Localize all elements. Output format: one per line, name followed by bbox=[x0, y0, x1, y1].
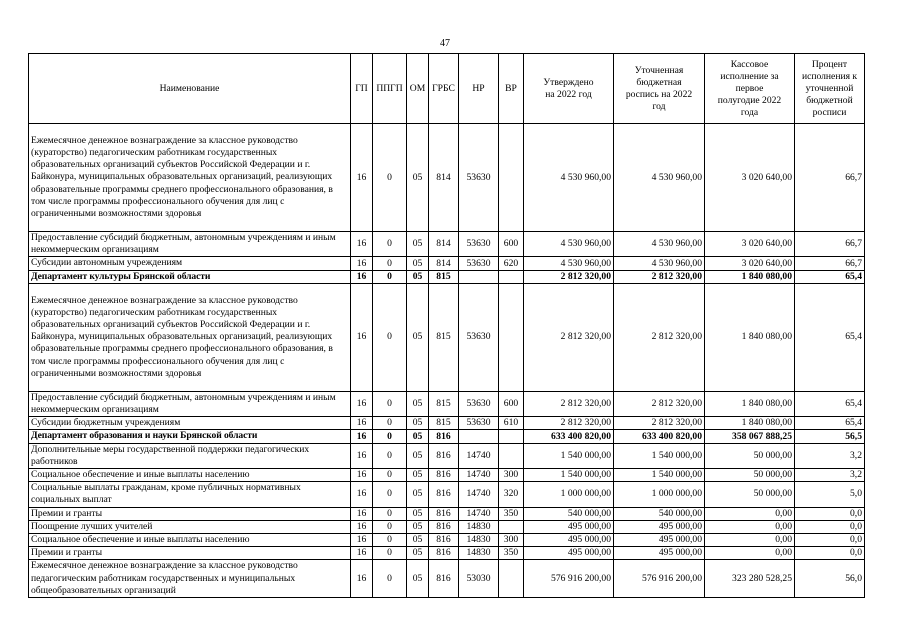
col-header-percent: Процент исполнения к уточненной бюджетной росписи bbox=[795, 54, 865, 124]
row-np: 53630 bbox=[459, 391, 499, 416]
row-vr bbox=[499, 560, 524, 598]
row-name: Дополнительные меры государственной поддержки педагогических работников bbox=[29, 443, 351, 468]
row-ppgp: 0 bbox=[373, 520, 407, 533]
row-ppgp: 0 bbox=[373, 443, 407, 468]
row-grbs: 816 bbox=[429, 469, 459, 482]
row-gp: 16 bbox=[351, 124, 373, 232]
row-approved: 540 000,00 bbox=[524, 507, 614, 520]
row-approved: 495 000,00 bbox=[524, 534, 614, 547]
row-om: 05 bbox=[407, 232, 429, 257]
row-gp: 16 bbox=[351, 443, 373, 468]
row-cash: 3 020 640,00 bbox=[705, 232, 795, 257]
row-cash: 0,00 bbox=[705, 507, 795, 520]
row-om: 05 bbox=[407, 124, 429, 232]
table-row bbox=[29, 560, 865, 598]
table-row bbox=[29, 534, 865, 547]
row-np: 14740 bbox=[459, 507, 499, 520]
row-gp: 16 bbox=[351, 257, 373, 270]
row-ppgp: 0 bbox=[373, 391, 407, 416]
row-cash: 323 280 528,25 bbox=[705, 560, 795, 598]
row-grbs: 814 bbox=[429, 232, 459, 257]
row-approved: 576 916 200,00 bbox=[524, 560, 614, 598]
row-np: 14740 bbox=[459, 443, 499, 468]
row-vr bbox=[499, 283, 524, 391]
row-percent: 66,7 bbox=[795, 124, 865, 232]
row-vr: 300 bbox=[499, 534, 524, 547]
row-percent: 0,0 bbox=[795, 534, 865, 547]
row-np: 14740 bbox=[459, 469, 499, 482]
row-refined: 576 916 200,00 bbox=[614, 560, 705, 598]
row-name: Социальное обеспечение и иные выплаты населению bbox=[29, 469, 351, 482]
row-cash: 50 000,00 bbox=[705, 469, 795, 482]
row-approved: 4 530 960,00 bbox=[524, 124, 614, 232]
row-gp: 16 bbox=[351, 417, 373, 430]
table-row bbox=[29, 124, 865, 232]
row-refined: 4 530 960,00 bbox=[614, 257, 705, 270]
row-vr bbox=[499, 520, 524, 533]
row-percent: 65,4 bbox=[795, 283, 865, 391]
row-np: 53630 bbox=[459, 417, 499, 430]
row-grbs: 816 bbox=[429, 443, 459, 468]
row-ppgp: 0 bbox=[373, 257, 407, 270]
row-refined: 1 540 000,00 bbox=[614, 443, 705, 468]
table-row bbox=[29, 232, 865, 257]
row-percent: 65,4 bbox=[795, 391, 865, 416]
col-header-refined: Уточненная бюджетная роспись на 2022 год bbox=[614, 54, 705, 124]
row-percent: 0,0 bbox=[795, 547, 865, 560]
row-refined: 2 812 320,00 bbox=[614, 417, 705, 430]
row-gp: 16 bbox=[351, 391, 373, 416]
row-vr bbox=[499, 443, 524, 468]
col-header-cash: Кассовое исполнение за первое полугодие 2022 года bbox=[705, 54, 795, 124]
row-grbs: 815 bbox=[429, 283, 459, 391]
row-ppgp: 0 bbox=[373, 482, 407, 507]
table-row bbox=[29, 469, 865, 482]
row-name: Ежемесячное денежное вознаграждение за классное руководство (кураторство) педагогическим работникам государственных образовательных организаций субъектов Российской Федерации и г. Байконура, муниципальных образовательных организаций, реализующих образовательные программы среднего профессионального образования, в том числе программы профессионального обучения для лиц с ограниченными возможностями здоровья bbox=[29, 124, 351, 232]
row-np bbox=[459, 270, 499, 283]
row-cash: 1 840 080,00 bbox=[705, 417, 795, 430]
table-row bbox=[29, 507, 865, 520]
table-row bbox=[29, 482, 865, 507]
row-vr: 620 bbox=[499, 257, 524, 270]
row-np: 53630 bbox=[459, 283, 499, 391]
header-row bbox=[29, 54, 865, 124]
row-grbs: 816 bbox=[429, 430, 459, 443]
row-gp: 16 bbox=[351, 283, 373, 391]
row-np bbox=[459, 430, 499, 443]
row-name: Социальные выплаты гражданам, кроме публичных нормативных социальных выплат bbox=[29, 482, 351, 507]
row-gp: 16 bbox=[351, 270, 373, 283]
row-percent: 0,0 bbox=[795, 507, 865, 520]
row-name: Департамент культуры Брянской области bbox=[29, 270, 351, 283]
row-grbs: 816 bbox=[429, 507, 459, 520]
row-om: 05 bbox=[407, 469, 429, 482]
row-cash: 0,00 bbox=[705, 547, 795, 560]
row-percent: 3,2 bbox=[795, 469, 865, 482]
col-header-name: Наименование bbox=[29, 54, 351, 124]
row-vr: 350 bbox=[499, 507, 524, 520]
row-percent: 65,4 bbox=[795, 270, 865, 283]
row-name: Ежемесячное денежное вознаграждение за классное руководство (кураторство) педагогическим работникам государственных образовательных организаций субъектов Российской Федерации и г. Байконура, муниципальных образовательных организаций, реализующих образовательные программы среднего профессионального образования, в том числе программы профессионального обучения для лиц с ограниченными возможностями здоровья bbox=[29, 283, 351, 391]
row-approved: 4 530 960,00 bbox=[524, 232, 614, 257]
row-approved: 2 812 320,00 bbox=[524, 283, 614, 391]
row-vr: 600 bbox=[499, 391, 524, 416]
row-ppgp: 0 bbox=[373, 232, 407, 257]
table-row bbox=[29, 547, 865, 560]
row-refined: 2 812 320,00 bbox=[614, 283, 705, 391]
row-cash: 3 020 640,00 bbox=[705, 257, 795, 270]
row-vr bbox=[499, 430, 524, 443]
row-percent: 66,7 bbox=[795, 257, 865, 270]
row-approved: 633 400 820,00 bbox=[524, 430, 614, 443]
row-refined: 1 000 000,00 bbox=[614, 482, 705, 507]
row-grbs: 815 bbox=[429, 417, 459, 430]
row-np: 53630 bbox=[459, 124, 499, 232]
row-grbs: 815 bbox=[429, 391, 459, 416]
row-om: 05 bbox=[407, 417, 429, 430]
row-np: 53030 bbox=[459, 560, 499, 598]
budget-table bbox=[28, 53, 865, 598]
row-approved: 1 540 000,00 bbox=[524, 469, 614, 482]
row-refined: 2 812 320,00 bbox=[614, 270, 705, 283]
row-om: 05 bbox=[407, 283, 429, 391]
row-name: Предоставление субсидий бюджетным, автономным учреждениям и иным некоммерческим организациям bbox=[29, 232, 351, 257]
table-row-department bbox=[29, 430, 865, 443]
row-refined: 633 400 820,00 bbox=[614, 430, 705, 443]
row-refined: 495 000,00 bbox=[614, 534, 705, 547]
table-row bbox=[29, 520, 865, 533]
row-grbs: 816 bbox=[429, 547, 459, 560]
row-refined: 4 530 960,00 bbox=[614, 124, 705, 232]
row-grbs: 816 bbox=[429, 520, 459, 533]
row-gp: 16 bbox=[351, 430, 373, 443]
row-refined: 495 000,00 bbox=[614, 547, 705, 560]
table-row bbox=[29, 443, 865, 468]
row-grbs: 815 bbox=[429, 270, 459, 283]
row-name: Субсидии автономным учреждениям bbox=[29, 257, 351, 270]
row-grbs: 814 bbox=[429, 124, 459, 232]
row-gp: 16 bbox=[351, 560, 373, 598]
row-om: 05 bbox=[407, 257, 429, 270]
row-approved: 495 000,00 bbox=[524, 520, 614, 533]
col-header-om: ОМ bbox=[407, 54, 429, 124]
row-gp: 16 bbox=[351, 547, 373, 560]
row-ppgp: 0 bbox=[373, 560, 407, 598]
row-np: 14740 bbox=[459, 482, 499, 507]
row-ppgp: 0 bbox=[373, 469, 407, 482]
table-row bbox=[29, 257, 865, 270]
row-percent: 56,0 bbox=[795, 560, 865, 598]
row-grbs: 816 bbox=[429, 534, 459, 547]
table-row-department bbox=[29, 270, 865, 283]
row-ppgp: 0 bbox=[373, 283, 407, 391]
row-gp: 16 bbox=[351, 507, 373, 520]
row-np: 53630 bbox=[459, 232, 499, 257]
row-ppgp: 0 bbox=[373, 430, 407, 443]
row-vr: 610 bbox=[499, 417, 524, 430]
row-gp: 16 bbox=[351, 232, 373, 257]
row-vr: 600 bbox=[499, 232, 524, 257]
row-om: 05 bbox=[407, 270, 429, 283]
row-approved: 1 540 000,00 bbox=[524, 443, 614, 468]
row-approved: 495 000,00 bbox=[524, 547, 614, 560]
row-np: 14830 bbox=[459, 547, 499, 560]
row-approved: 2 812 320,00 bbox=[524, 417, 614, 430]
row-refined: 1 540 000,00 bbox=[614, 469, 705, 482]
row-om: 05 bbox=[407, 391, 429, 416]
row-approved: 2 812 320,00 bbox=[524, 270, 614, 283]
row-cash: 50 000,00 bbox=[705, 482, 795, 507]
row-vr bbox=[499, 270, 524, 283]
row-ppgp: 0 bbox=[373, 417, 407, 430]
row-percent: 0,0 bbox=[795, 520, 865, 533]
row-np: 14830 bbox=[459, 520, 499, 533]
row-percent: 65,4 bbox=[795, 417, 865, 430]
row-name: Премии и гранты bbox=[29, 547, 351, 560]
row-name: Субсидии бюджетным учреждениям bbox=[29, 417, 351, 430]
row-cash: 3 020 640,00 bbox=[705, 124, 795, 232]
col-header-ppgp: ППГП bbox=[373, 54, 407, 124]
row-gp: 16 bbox=[351, 520, 373, 533]
row-gp: 16 bbox=[351, 469, 373, 482]
row-approved: 4 530 960,00 bbox=[524, 257, 614, 270]
row-om: 05 bbox=[407, 520, 429, 533]
row-approved: 2 812 320,00 bbox=[524, 391, 614, 416]
row-om: 05 bbox=[407, 507, 429, 520]
row-ppgp: 0 bbox=[373, 534, 407, 547]
row-name: Департамент образования и науки Брянской области bbox=[29, 430, 351, 443]
row-ppgp: 0 bbox=[373, 547, 407, 560]
row-percent: 3,2 bbox=[795, 443, 865, 468]
page-number: 47 bbox=[440, 38, 450, 49]
row-grbs: 816 bbox=[429, 560, 459, 598]
row-percent: 5,0 bbox=[795, 482, 865, 507]
row-ppgp: 0 bbox=[373, 270, 407, 283]
row-refined: 4 530 960,00 bbox=[614, 232, 705, 257]
row-refined: 540 000,00 bbox=[614, 507, 705, 520]
row-np: 53630 bbox=[459, 257, 499, 270]
row-cash: 1 840 080,00 bbox=[705, 391, 795, 416]
row-grbs: 816 bbox=[429, 482, 459, 507]
table-row bbox=[29, 417, 865, 430]
row-vr: 300 bbox=[499, 469, 524, 482]
row-om: 05 bbox=[407, 430, 429, 443]
row-approved: 1 000 000,00 bbox=[524, 482, 614, 507]
row-name: Поощрение лучших учителей bbox=[29, 520, 351, 533]
table-row bbox=[29, 283, 865, 391]
row-gp: 16 bbox=[351, 534, 373, 547]
row-om: 05 bbox=[407, 443, 429, 468]
row-grbs: 814 bbox=[429, 257, 459, 270]
row-ppgp: 0 bbox=[373, 124, 407, 232]
row-ppgp: 0 bbox=[373, 507, 407, 520]
row-refined: 495 000,00 bbox=[614, 520, 705, 533]
row-cash: 0,00 bbox=[705, 520, 795, 533]
row-percent: 56,5 bbox=[795, 430, 865, 443]
row-vr: 350 bbox=[499, 547, 524, 560]
row-cash: 1 840 080,00 bbox=[705, 283, 795, 391]
row-refined: 2 812 320,00 bbox=[614, 391, 705, 416]
row-cash: 358 067 888,25 bbox=[705, 430, 795, 443]
row-name: Предоставление субсидий бюджетным, автономным учреждениям и иным некоммерческим организациям bbox=[29, 391, 351, 416]
table-row bbox=[29, 391, 865, 416]
row-om: 05 bbox=[407, 547, 429, 560]
row-name: Социальное обеспечение и иные выплаты населению bbox=[29, 534, 351, 547]
row-cash: 1 840 080,00 bbox=[705, 270, 795, 283]
col-header-vr: ВР bbox=[499, 54, 524, 124]
row-cash: 0,00 bbox=[705, 534, 795, 547]
row-gp: 16 bbox=[351, 482, 373, 507]
row-cash: 50 000,00 bbox=[705, 443, 795, 468]
row-vr: 320 bbox=[499, 482, 524, 507]
row-name: Ежемесячное денежное вознаграждение за классное руководство педагогическим работникам государственных и муниципальных общеобразовательных организаций bbox=[29, 560, 351, 598]
row-om: 05 bbox=[407, 534, 429, 547]
col-header-grbs: ГРБС bbox=[429, 54, 459, 124]
row-percent: 66,7 bbox=[795, 232, 865, 257]
col-header-np: НР bbox=[459, 54, 499, 124]
col-header-gp: ГП bbox=[351, 54, 373, 124]
row-np: 14830 bbox=[459, 534, 499, 547]
col-header-approved: Утверждено на 2022 год bbox=[524, 54, 614, 124]
row-vr bbox=[499, 124, 524, 232]
row-name: Премии и гранты bbox=[29, 507, 351, 520]
row-om: 05 bbox=[407, 482, 429, 507]
row-om: 05 bbox=[407, 560, 429, 598]
